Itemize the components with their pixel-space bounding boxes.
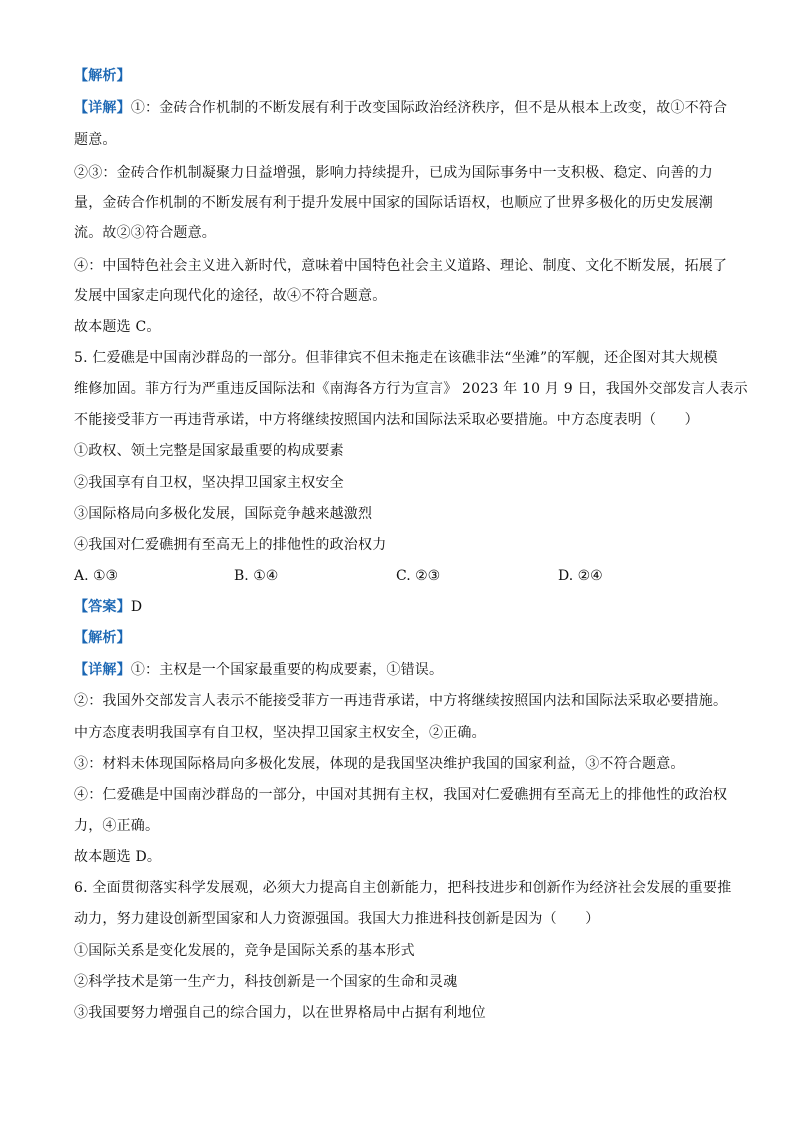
option-c: C. ②③ bbox=[396, 568, 441, 584]
analysis-heading bbox=[74, 66, 724, 86]
statement-item: ①国际关系是变化发展的，竞争是国际关系的基本形式 bbox=[74, 943, 415, 959]
analysis-line bbox=[74, 660, 724, 680]
analysis-line: 题意。 bbox=[74, 132, 117, 148]
analysis-line: 力，④正确。 bbox=[74, 818, 160, 834]
statement-item: ④我国对仁爱礁拥有至高无上的排他性的政治权力 bbox=[74, 537, 387, 553]
analysis-line bbox=[74, 98, 728, 118]
analysis-text: ①：金砖合作机制的不断发展有利于改变国际政治经济秩序，但不是从根本上改变，故①不符合 bbox=[130, 100, 728, 116]
analysis-line: 量，金砖合作机制的不断发展有利于提升发展中国家的国际话语权，也顺应了世界多极化的历史发展潮 bbox=[74, 195, 713, 211]
analysis-line: ③：材料未体现国际格局向多极化发展，体现的是我国坚决维护我国的国家利益，③不符合题意。 bbox=[74, 756, 685, 772]
analysis-line: 发展中国家走向现代化的途径，故④不符合题意。 bbox=[74, 288, 387, 304]
analysis-line: ②：我国外交部发言人表示不能接受菲方一再违背承诺，中方将继续按照国内法和国际法采取必要措施。 bbox=[74, 693, 728, 709]
analysis-heading bbox=[74, 628, 724, 648]
analysis-text: ①：主权是一个国家最重要的构成要素，①错误。 bbox=[130, 662, 444, 678]
question-stem: 不能接受菲方一再违背承诺，中方将继续按照国内法和国际法采取必要措施。中方态度表明（ ） bbox=[74, 412, 699, 428]
question-stem: 6. 全面贯彻落实科学发展观，必须大力提高自主创新能力，把科技进步和创新作为经济社会发展的重要推 bbox=[74, 880, 732, 896]
detail-label: 【详解】 bbox=[74, 662, 131, 678]
analysis-line: 中方态度表明我国享有自卫权，坚决捍卫国家主权安全，②正确。 bbox=[74, 725, 486, 741]
question-stem: 维修加固。菲方行为严重违反国际法和《南海各方行为宣言》 2023 年 10 月 9 日，我国外交部发言人表示 bbox=[74, 381, 748, 397]
option-a: A. ①③ bbox=[74, 568, 119, 584]
statement-item: ②科学技术是第一生产力，科技创新是一个国家的生命和灵魂 bbox=[74, 974, 458, 990]
option-d: D. ②④ bbox=[558, 568, 603, 584]
analysis-line: 流。故②③符合题意。 bbox=[74, 225, 216, 241]
analysis-label: 【解析】 bbox=[74, 68, 131, 84]
detail-label: 【详解】 bbox=[74, 100, 131, 116]
statement-item: ③国际格局向多极化发展，国际竞争越来越激烈 bbox=[74, 506, 373, 522]
statement-item: ①政权、领土完整是国家最重要的构成要素 bbox=[74, 443, 344, 459]
answer-conclusion: 故本题选 C。 bbox=[74, 319, 161, 335]
answer-label: 【答案】 bbox=[74, 599, 131, 615]
analysis-label: 【解析】 bbox=[74, 630, 131, 646]
analysis-line: ④：中国特色社会主义进入新时代，意味着中国特色社会主义道路、理论、制度、文化不断发展，拓展了 bbox=[74, 258, 728, 274]
question-stem: 5. 仁爱礁是中国南沙群岛的一部分。但菲律宾不但未拖走在该礁非法“坐滩”的军舰，还企图对其大规模 bbox=[74, 350, 718, 366]
option-b: B. ①④ bbox=[234, 568, 279, 584]
analysis-line: ②③：金砖合作机制凝聚力日益增强，影响力持续提升，已成为国际事务中一支积极、稳定、向善的力 bbox=[74, 165, 713, 181]
statement-item: ②我国享有自卫权，坚决捍卫国家主权安全 bbox=[74, 475, 344, 491]
statement-item: ③我国要努力增强自己的综合国力，以在世界格局中占据有利地位 bbox=[74, 1005, 486, 1021]
question-stem: 动力，努力建设创新型国家和人力资源强国。我国大力推进科技创新是因为（ ） bbox=[74, 911, 600, 927]
answer-conclusion: 故本题选 D。 bbox=[74, 849, 162, 865]
answer-line bbox=[74, 597, 724, 617]
answer-value: D bbox=[130, 599, 143, 615]
analysis-line: ④：仁爱礁是中国南沙群岛的一部分，中国对其拥有主权，我国对仁爱礁拥有至高无上的排他性的政治权 bbox=[74, 787, 728, 803]
